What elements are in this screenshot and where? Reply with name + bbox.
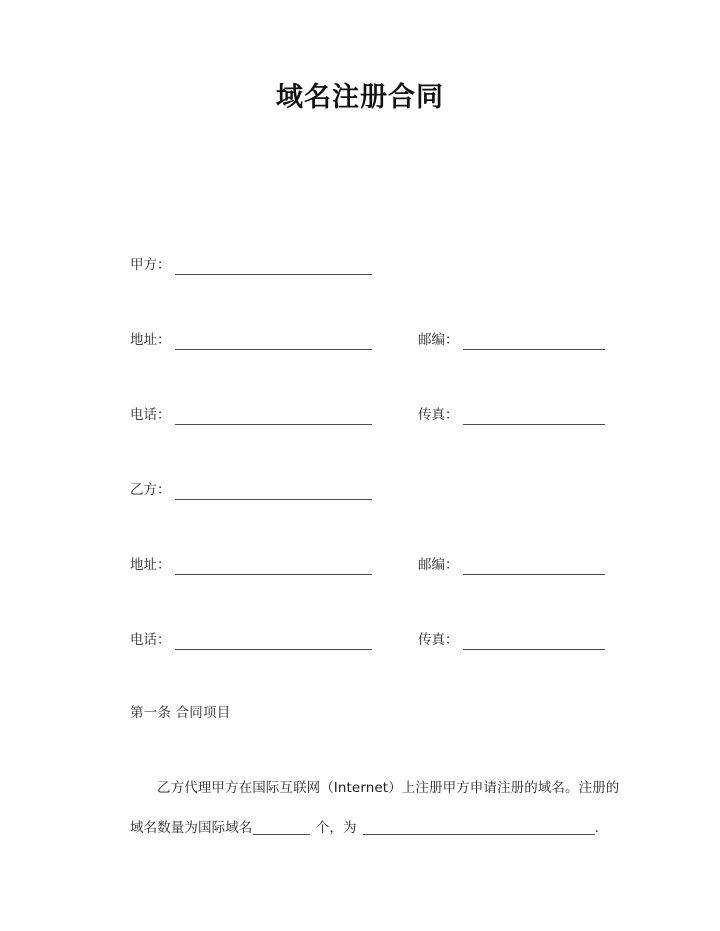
field-label-party-a: 甲方：	[130, 257, 171, 273]
article-heading-one: 第一条 合同项目	[130, 705, 231, 721]
field-party-b-fax[interactable]	[418, 631, 605, 650]
field-label-party-a-phone: 电话：	[130, 407, 171, 423]
field-label-party-b-postcode: 邮编：	[418, 557, 459, 573]
field-party-a-fax[interactable]	[418, 406, 605, 425]
field-blank-party-b[interactable]	[175, 482, 372, 500]
field-party-a-phone[interactable]	[130, 406, 372, 425]
field-label-party-b: 乙方：	[130, 482, 171, 498]
party-information-form	[130, 256, 610, 706]
field-label-party-b-address: 地址：	[130, 557, 171, 573]
field-blank-party-b-fax[interactable]	[463, 632, 605, 650]
form-row-party-b	[130, 481, 610, 556]
field-label-party-a-postcode: 邮编：	[418, 332, 459, 348]
field-party-b[interactable]	[130, 481, 372, 500]
form-row-party-a	[130, 256, 610, 331]
field-blank-party-a-address[interactable]	[175, 332, 372, 350]
field-blank-party-a-postcode[interactable]	[463, 332, 605, 350]
field-label-party-a-fax: 传真：	[418, 407, 459, 423]
field-party-b-postcode[interactable]	[418, 556, 605, 575]
inline-blank-domain-count[interactable]	[253, 819, 310, 835]
form-row-party-a-address	[130, 331, 610, 406]
article-one-body	[130, 768, 620, 848]
form-row-party-a-contact	[130, 406, 610, 481]
field-label-party-b-fax: 传真：	[418, 632, 459, 648]
field-blank-party-b-address[interactable]	[175, 557, 372, 575]
body-line-2-text-c: .	[594, 820, 600, 836]
body-line-1: 乙方代理甲方在国际互联网（Internet）上注册甲方申请注册的域名。注册的	[157, 780, 620, 796]
field-label-party-a-address: 地址：	[130, 332, 171, 348]
body-line-2-text-a: 域名数量为国际域名	[130, 820, 253, 836]
field-party-a-address[interactable]	[130, 331, 372, 350]
form-row-party-b-contact	[130, 631, 610, 706]
field-party-a[interactable]	[130, 256, 372, 275]
field-label-party-b-phone: 电话：	[130, 632, 171, 648]
field-party-a-postcode[interactable]	[418, 331, 605, 350]
field-blank-party-b-phone[interactable]	[175, 632, 372, 650]
field-blank-party-a[interactable]	[175, 257, 372, 275]
inline-blank-domain-names[interactable]	[363, 819, 595, 835]
body-line-2-text-b: 个，为	[315, 820, 357, 836]
field-blank-party-b-postcode[interactable]	[463, 557, 605, 575]
body-line-2	[130, 808, 616, 848]
field-party-b-phone[interactable]	[130, 631, 372, 650]
page-title: 域名注册合同	[276, 82, 444, 113]
form-row-party-b-address	[130, 556, 610, 631]
field-party-b-address[interactable]	[130, 556, 372, 575]
field-blank-party-a-phone[interactable]	[175, 407, 372, 425]
field-blank-party-a-fax[interactable]	[463, 407, 605, 425]
